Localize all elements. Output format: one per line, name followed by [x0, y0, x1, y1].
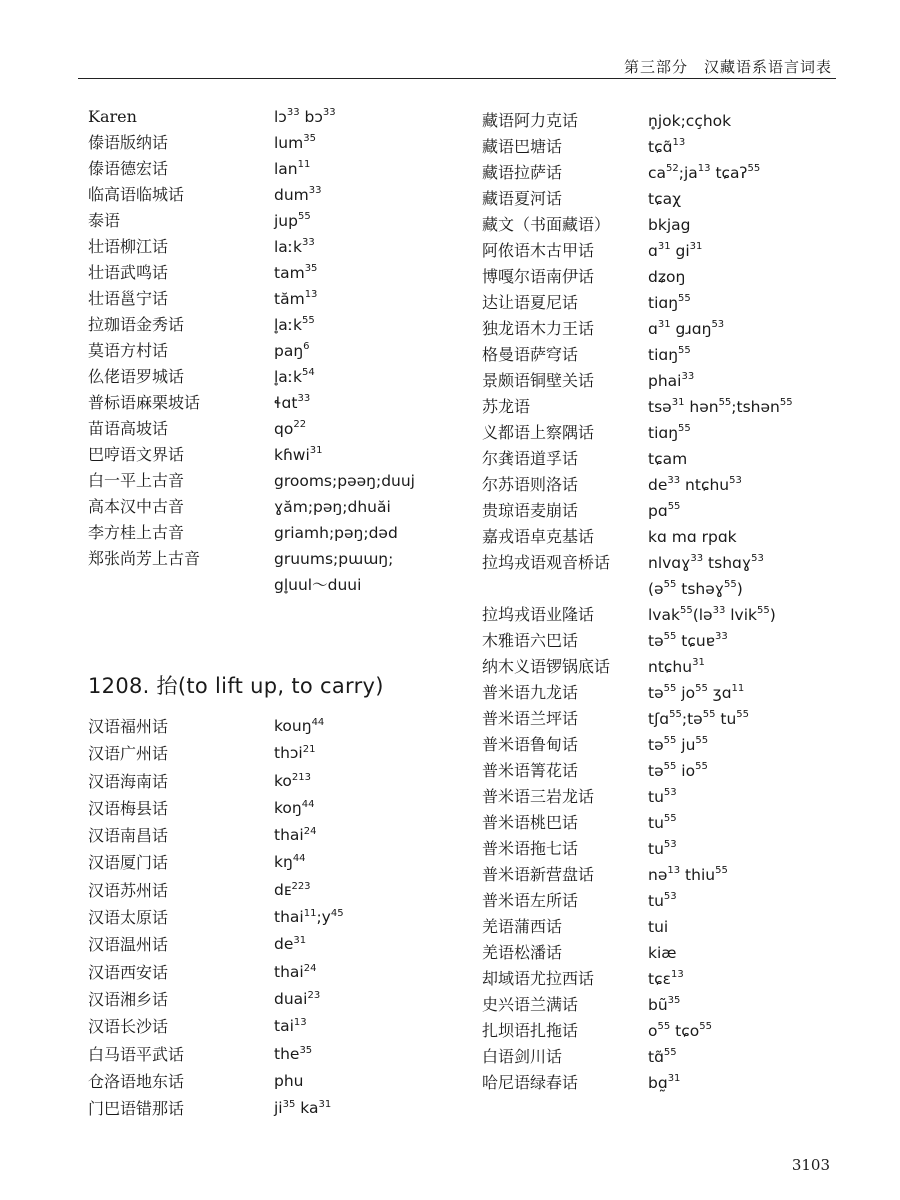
phonetic-form: $kŋ^{44}$	[274, 853, 306, 872]
language-name: 尔苏语则洛话	[482, 475, 579, 494]
phonetic-form: kiæ	[648, 944, 677, 962]
language-name: 拉坞戎语业隆话	[482, 605, 595, 624]
language-name: 汉语南昌话	[88, 826, 169, 846]
language-name: 白一平上古音	[88, 471, 185, 490]
language-name: 藏语巴塘话	[482, 137, 563, 156]
phonetic-form: griamh;pəŋ;dəd	[274, 524, 398, 542]
word-entry-row	[88, 442, 458, 468]
word-entry-row	[88, 182, 458, 208]
language-name: 汉语海南话	[88, 771, 169, 791]
language-name: 藏语阿力克话	[482, 111, 579, 130]
phonetic-form: gl̥uul～duui	[274, 576, 362, 594]
language-name: 汉语苏州话	[88, 880, 169, 900]
phonetic-form: gruums;pɯɯŋ;	[274, 550, 394, 568]
phonetic-form: tiɑŋ$^{55}$	[648, 423, 691, 442]
phonetic-form: $ko^{213}$	[274, 771, 312, 790]
phonetic-form: thai$^{24}$	[274, 962, 317, 981]
word-entry-row	[482, 186, 862, 212]
word-entry-row	[482, 212, 862, 238]
word-entry-row	[482, 1044, 862, 1070]
word-entry-row	[482, 238, 862, 264]
word-entry-row	[482, 160, 862, 186]
language-name: 汉语梅县话	[88, 798, 169, 818]
word-entry-row	[482, 758, 862, 784]
language-name: 普米语箐花话	[482, 761, 579, 780]
word-entry-row	[482, 888, 862, 914]
word-entry-row	[482, 992, 862, 1018]
phonetic-form: nə$^{13}$ thiu$^{55}$	[648, 865, 728, 884]
phonetic-form: $ca^{52};ja^{13}$ tɕaʔ$^{55}$	[648, 163, 761, 182]
word-entry-row	[88, 1041, 458, 1068]
word-entry-row	[88, 234, 458, 260]
language-name: 汉语广州话	[88, 744, 169, 764]
language-name: 壮语武鸣话	[88, 263, 169, 282]
word-entry-row	[482, 446, 862, 472]
word-entry-row	[482, 836, 862, 862]
phonetic-form: tai$^{13}$	[274, 1017, 307, 1036]
left-column-top-list	[88, 104, 458, 598]
phonetic-form: lɔ$^{33}$ bɔ$^{33}$	[274, 107, 336, 126]
word-entry-row	[482, 498, 862, 524]
word-entry-row	[88, 849, 458, 876]
language-name: 门巴语错那话	[88, 1099, 185, 1119]
language-name: 藏语拉萨话	[482, 163, 563, 182]
word-entry-row	[88, 468, 458, 494]
language-name: 独龙语木力王话	[482, 319, 595, 338]
word-entry-row	[88, 795, 458, 822]
phonetic-form: $o^{55}$ tɕo$^{55}$	[648, 1021, 712, 1040]
word-entry-row	[482, 290, 862, 316]
phonetic-form: $qo^{22}$	[274, 419, 307, 438]
word-entry-row	[482, 628, 862, 654]
phonetic-form: $tu^{53}$	[648, 891, 677, 910]
phonetic-form: laːk$^{33}$	[274, 237, 315, 256]
phonetic-form: dᴇ$^{223}$	[274, 880, 311, 899]
phonetic-form: $thai^{11};y^{45}$	[274, 908, 344, 927]
language-name: 拉坞戎语观音桥话	[482, 553, 611, 572]
phonetic-form: lum$^{35}$	[274, 133, 316, 152]
word-entry-row	[482, 550, 862, 576]
language-name: 汉语长沙话	[88, 1017, 169, 1037]
phonetic-form: duai$^{23}$	[274, 989, 321, 1008]
phonetic-form: koŋ$^{44}$	[274, 798, 315, 817]
phonetic-form: $tu^{55}$	[648, 813, 677, 832]
header-rule	[78, 78, 836, 79]
phonetic-form: tə$^{55}$ tɕuɐ$^{33}$	[648, 631, 728, 650]
language-name: 汉语西安话	[88, 962, 169, 982]
word-entry-row	[482, 1018, 862, 1044]
phonetic-form: ɑ$^{31}$ gɹɑŋ$^{53}$	[648, 319, 725, 338]
language-name: 普米语九龙话	[482, 683, 579, 702]
language-name: 汉语湘乡话	[88, 989, 169, 1009]
language-name: 格曼语萨穹话	[482, 345, 579, 364]
phonetic-form: nlvɑɣ$^{33}$ tshɑɣ$^{53}$	[648, 553, 764, 572]
language-name: 莫语方村话	[88, 341, 169, 360]
language-name: 郑张尚芳上古音	[88, 549, 201, 568]
language-name: 义都语上察隅话	[482, 423, 595, 442]
language-name: 仫佬语罗城话	[88, 367, 185, 386]
language-name: 羌语松潘话	[482, 943, 563, 962]
word-entry-row	[482, 706, 862, 732]
word-entry-row	[482, 342, 862, 368]
language-name: 木雅语六巴话	[482, 631, 579, 650]
language-name: 达让语夏尼话	[482, 293, 579, 312]
phonetic-form: tiɑŋ$^{55}$	[648, 345, 691, 364]
word-entry-row	[88, 416, 458, 442]
entry-heading: 1208. 抬(to lift up, to carry)	[88, 674, 384, 698]
word-entry-row	[88, 877, 458, 904]
phonetic-form: bɑ̰$^{31}$	[648, 1073, 681, 1092]
language-name: 尔龚语道孚话	[482, 449, 579, 468]
word-entry-row	[88, 713, 458, 740]
language-name: Karen	[88, 107, 137, 126]
language-name: 高本汉中古音	[88, 497, 185, 516]
phonetic-form: thai$^{24}$	[274, 826, 317, 845]
word-entry-row	[88, 1095, 458, 1122]
word-entry-row	[482, 394, 862, 420]
running-head: 第三部分 汉藏语系语言词表	[623, 58, 832, 76]
language-name: 汉语厦门话	[88, 853, 169, 873]
phonetic-form: n̥jok;cçhok	[648, 112, 732, 130]
word-entry-row	[482, 368, 862, 394]
word-entry-row	[88, 208, 458, 234]
word-entry-row	[482, 732, 862, 758]
word-entry-row	[88, 768, 458, 795]
language-name: 藏文（书面藏语）	[482, 215, 611, 234]
language-name: 羌语蒲西话	[482, 917, 563, 936]
language-name: 壮语柳江话	[88, 237, 169, 256]
word-entry-row	[482, 316, 862, 342]
language-name: 却域语尤拉西话	[482, 969, 595, 988]
phonetic-form: tɑ̃$^{55}$	[648, 1047, 677, 1066]
phonetic-form: l̥aːk$^{54}$	[274, 367, 315, 386]
phonetic-form: (ə$^{55}$ tshəɣ$^{55}$)	[648, 579, 743, 598]
word-entry-row	[88, 286, 458, 312]
language-name: 傣语德宏话	[88, 159, 169, 178]
language-name: 傣语版纳话	[88, 133, 169, 152]
page-header	[0, 0, 900, 82]
word-entry-row	[88, 931, 458, 958]
phonetic-form: phu	[274, 1071, 304, 1090]
language-name: 博嘎尔语南伊话	[482, 267, 595, 286]
word-entry-row	[88, 740, 458, 767]
phonetic-form: dum$^{33}$	[274, 185, 322, 204]
phonetic-form: tʃɑ$^{55}$;tə$^{55}$ $tu^{55}$	[648, 709, 749, 728]
word-entry-row	[482, 1070, 862, 1096]
word-entry-row	[88, 390, 458, 416]
phonetic-form: grooms;pəəŋ;duuj	[274, 472, 415, 490]
phonetic-form: pɑ$^{55}$	[648, 501, 681, 520]
word-entry-row	[88, 104, 458, 130]
phonetic-form: tə$^{55}$ $io^{55}$	[648, 761, 708, 780]
language-name: 普米语桃巴话	[482, 813, 579, 832]
language-name: 景颇语铜壁关话	[482, 371, 595, 390]
word-entry-row	[88, 338, 458, 364]
phonetic-form: lan$^{11}$	[274, 159, 311, 178]
phonetic-form: tɕam	[648, 450, 688, 468]
page-number: 3103	[791, 1156, 830, 1174]
language-name: 贵琼语麦崩话	[482, 501, 579, 520]
word-entry-row	[482, 264, 862, 290]
word-entry-row	[482, 108, 862, 134]
word-entry-row	[482, 134, 862, 160]
phonetic-form: ntɕhu$^{31}$	[648, 657, 705, 676]
phonetic-form: $tu^{53}$	[648, 787, 677, 806]
phonetic-form: tiɑŋ$^{55}$	[648, 293, 691, 312]
phonetic-form: $de^{33}$ ntɕhu$^{53}$	[648, 475, 742, 494]
word-entry-row	[88, 546, 458, 572]
word-entry-row	[88, 156, 458, 182]
phonetic-form: kouŋ$^{44}$	[274, 717, 325, 735]
word-entry-row	[482, 940, 862, 966]
language-name: 巴哼语文界话	[88, 445, 185, 464]
language-name: 李方桂上古音	[88, 523, 185, 542]
phonetic-form: ɑ$^{31}$ $gi^{31}$	[648, 241, 703, 260]
language-name: 汉语太原话	[88, 908, 169, 928]
language-name: 藏语夏河话	[482, 189, 563, 208]
right-column-list	[482, 108, 862, 1096]
left-column-bottom-list	[88, 713, 458, 1122]
word-entry-row	[88, 130, 458, 156]
word-entry-row	[482, 420, 862, 446]
word-entry-row	[88, 520, 458, 546]
phonetic-form: tăm$^{13}$	[274, 289, 318, 308]
word-entry-row	[88, 494, 458, 520]
language-name: 临高语临城话	[88, 185, 185, 204]
word-entry-row	[482, 966, 862, 992]
phonetic-form: tɕɑ̃$^{13}$	[648, 137, 686, 156]
language-name: 普米语新营盘话	[482, 865, 595, 884]
phonetic-form: tə$^{55}$ $ju^{55}$	[648, 735, 709, 754]
phonetic-form: $de^{31}$	[274, 935, 307, 954]
phonetic-form: paŋ$^6$	[274, 341, 310, 360]
language-name: 普米语鲁甸话	[482, 735, 579, 754]
phonetic-form: $tu^{53}$	[648, 839, 677, 858]
language-name: 普标语麻栗坡话	[88, 393, 201, 412]
language-name: 阿侬语木古甲话	[482, 241, 595, 260]
language-name: 苏龙语	[482, 397, 531, 416]
phonetic-form: kɦwi$^{31}$	[274, 445, 323, 464]
phonetic-form: $ji^{35}$ $ka^{31}$	[274, 1099, 332, 1118]
language-name: 史兴语兰满话	[482, 995, 579, 1014]
language-name: 汉语温州话	[88, 935, 169, 955]
language-name: 白语剑川话	[482, 1047, 563, 1066]
word-entry-row	[88, 959, 458, 986]
language-name: 嘉戎语卓克基话	[482, 527, 595, 546]
phonetic-form: lvak$^{55}$(lə$^{33}$ lvik$^{55}$)	[648, 605, 776, 624]
phonetic-form: ɬɑt$^{33}$	[274, 393, 311, 412]
phonetic-form: dʑoŋ	[648, 268, 686, 286]
word-entry-row	[88, 1013, 458, 1040]
word-entry-row	[482, 784, 862, 810]
language-name: 汉语福州话	[88, 717, 169, 736]
word-entry-row	[482, 576, 862, 602]
word-entry-row	[88, 572, 458, 598]
language-name: 白马语平武话	[88, 1044, 185, 1064]
word-entry-row	[88, 260, 458, 286]
word-entry-row	[88, 1068, 458, 1095]
phonetic-form: thɔi$^{21}$	[274, 744, 316, 763]
phonetic-form: tui	[648, 918, 669, 936]
phonetic-form: kɑ mɑ rpɑk	[648, 528, 737, 546]
phonetic-form: $bũ^{35}$	[648, 995, 681, 1014]
language-name: 普米语兰坪话	[482, 709, 579, 728]
word-entry-row	[482, 654, 862, 680]
language-name: 拉珈语金秀话	[88, 315, 185, 334]
language-name: 普米语三岩龙话	[482, 787, 595, 806]
phonetic-form: l̥aːk$^{55}$	[274, 315, 315, 334]
word-entry-row	[88, 364, 458, 390]
word-entry-row	[482, 472, 862, 498]
word-entry-row	[88, 822, 458, 849]
phonetic-form: tsə$^{31}$ hən$^{55}$;tshən$^{55}$	[648, 397, 793, 416]
phonetic-form: bkjag	[648, 216, 691, 234]
word-entry-row	[482, 524, 862, 550]
word-entry-row	[482, 914, 862, 940]
word-entry-row	[482, 810, 862, 836]
phonetic-form: ɣăm;pəŋ;dhuăi	[274, 498, 391, 516]
word-entry-row	[88, 312, 458, 338]
phonetic-form: the$^{35}$	[274, 1044, 313, 1063]
word-entry-row	[482, 862, 862, 888]
language-name: 扎坝语扎拖话	[482, 1021, 579, 1040]
phonetic-form: tɕɛ$^{13}$	[648, 969, 684, 988]
word-entry-row	[482, 602, 862, 628]
word-entry-row	[88, 986, 458, 1013]
language-name: 仓洛语地东话	[88, 1071, 185, 1091]
phonetic-form: tə$^{55}$ $jo^{55}$ ʒɑ$^{11}$	[648, 683, 745, 702]
language-name: 壮语邕宁话	[88, 289, 169, 308]
phonetic-form: tam$^{35}$	[274, 263, 318, 282]
phonetic-form: tɕaχ	[648, 190, 682, 208]
phonetic-form: jup$^{55}$	[274, 211, 311, 230]
word-entry-row	[88, 904, 458, 931]
language-name: 哈尼语绿春话	[482, 1073, 579, 1092]
language-name: 泰语	[88, 211, 121, 230]
language-name: 普米语左所话	[482, 891, 579, 910]
language-name: 普米语拖七话	[482, 839, 579, 858]
language-name: 苗语高坡话	[88, 419, 169, 438]
language-name: 纳木义语锣锅底话	[482, 657, 611, 676]
phonetic-form: phai$^{33}$	[648, 371, 695, 390]
word-entry-row	[482, 680, 862, 706]
